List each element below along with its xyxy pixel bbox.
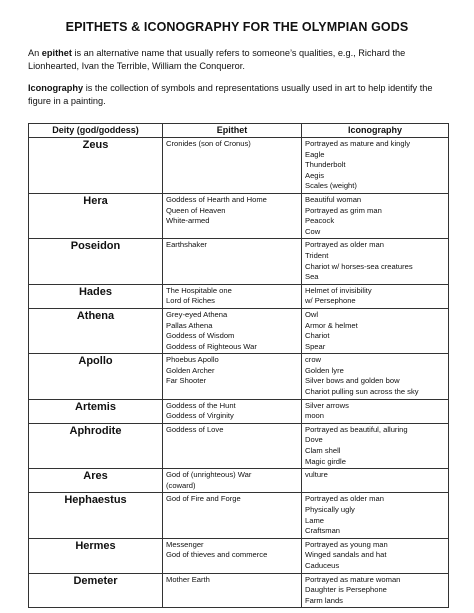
iconography-line: Magic girdle — [305, 456, 346, 466]
table-row — [29, 138, 449, 194]
deity-cell: Hera — [29, 193, 163, 238]
iconography-line: Golden lyre — [305, 365, 344, 375]
table-row — [29, 423, 449, 468]
deity-cell: Artemis — [29, 399, 163, 423]
iconography-line: Silver arrows — [305, 400, 349, 410]
iconography-line: Portrayed as older man — [305, 240, 384, 250]
gods-table — [28, 123, 449, 608]
header-deity: Deity (god/goddess) — [29, 124, 163, 138]
epithet-cell — [163, 284, 302, 308]
epithet-line: Phoebus Apollo — [166, 355, 219, 365]
epithet-term: epithet — [41, 48, 72, 58]
epithet-line: Goddess of Love — [166, 424, 224, 434]
iconography-line: Portrayed as beautiful, alluring — [305, 424, 408, 434]
iconography-cell — [302, 399, 449, 423]
iconography-line: moon — [305, 411, 324, 421]
iconography-line: Physically ugly — [305, 505, 355, 514]
header-epithet: Epithet — [163, 124, 302, 138]
iconography-line: Dove — [305, 435, 323, 445]
deity-cell: Ares — [29, 469, 163, 493]
epithet-cell — [163, 469, 302, 493]
deity-cell: Demeter — [29, 573, 163, 608]
iconography-line: Farm lands — [305, 595, 343, 605]
iconography-line: Silver bows and golden bow — [305, 376, 400, 386]
iconography-line: Portrayed as mature woman — [305, 574, 401, 584]
epithet-line: Lord of Riches — [166, 296, 215, 306]
iconography-line: vulture — [305, 470, 328, 480]
deity-cell: Hermes — [29, 538, 163, 573]
table-header-row — [29, 124, 449, 138]
iconography-line: Winged sandals and hat — [305, 550, 387, 560]
epithet-cell — [163, 354, 302, 399]
iconography-line: Trident — [305, 250, 329, 260]
iconography-line: Spear — [305, 341, 326, 351]
iconography-line: Craftsman — [305, 526, 341, 536]
epithet-line: White-armed — [166, 216, 210, 226]
iconography-cell — [302, 284, 449, 308]
iconography-line: Owl — [305, 309, 319, 319]
epithet-after: is an alternative name that usually refers to someone’s qualities, e.g., Richard the Lionhearted, Ivan the Terrible, William the Conqueror. — [28, 48, 406, 71]
epithet-line: The Hospitable one — [166, 285, 232, 295]
epithet-cell — [163, 423, 302, 468]
deity-cell: Apollo — [29, 354, 163, 399]
iconography-line: Chariot — [305, 331, 330, 341]
iconography-line: Helmet of invisibility — [305, 285, 372, 295]
iconography-cell — [302, 308, 449, 353]
epithet-cell — [163, 573, 302, 608]
iconography-cell — [302, 354, 449, 399]
iconography-line: Cow — [305, 226, 321, 236]
epithet-line: Grey-eyed Athena — [166, 309, 228, 319]
table-row — [29, 493, 449, 538]
table-row — [29, 573, 449, 608]
epithet-cell — [163, 308, 302, 353]
deity-cell: Athena — [29, 308, 163, 353]
iconography-line: Sea — [305, 272, 319, 282]
iconography-cell — [302, 423, 449, 468]
deity-cell: Poseidon — [29, 239, 163, 284]
table-row — [29, 399, 449, 423]
iconography-line: Chariot w/ horses-sea creatures — [305, 261, 413, 271]
iconography-line: w/ Persephone — [305, 296, 356, 306]
epithet-line: Messenger — [166, 539, 204, 549]
epithet-line: Mother Earth — [166, 574, 210, 584]
table-row — [29, 469, 449, 493]
epithet-line: God of thieves and commerce — [166, 550, 268, 560]
iconography-line: Aegis — [305, 170, 324, 180]
epithet-line: Far Shooter — [166, 376, 207, 386]
epithet-line: Cronides (son of Cronus) — [166, 139, 251, 148]
epithet-definition — [28, 47, 448, 73]
iconography-cell — [302, 469, 449, 493]
epithet-line: Pallas Athena — [166, 320, 213, 330]
iconography-cell — [302, 193, 449, 238]
iconography-line: Clam shell — [305, 446, 341, 456]
epithet-line: Golden Archer — [166, 365, 215, 375]
table-body — [29, 138, 449, 608]
iconography-line: Armor & helmet — [305, 320, 358, 330]
epithet-cell — [163, 239, 302, 284]
epithet-cell — [163, 493, 302, 538]
epithet-line: (coward) — [166, 480, 196, 490]
deity-cell: Hades — [29, 284, 163, 308]
table-row — [29, 538, 449, 573]
iconography-line: Portrayed as young man — [305, 539, 388, 549]
epithet-line: Goddess of Righteous War — [166, 341, 257, 351]
epithet-line: Goddess of Wisdom — [166, 331, 235, 341]
epithet-line: Goddess of the Hunt — [166, 400, 236, 410]
epithet-line: God of Fire and Forge — [166, 494, 241, 504]
iconography-line: Thunderbolt — [305, 160, 346, 170]
iconography-line: Portrayed as grim man — [305, 205, 382, 215]
iconography-after: is the collection of symbols and representations usually used in art to help identify the figure in a painting. — [28, 83, 433, 106]
table-row — [29, 193, 449, 238]
epithet-cell — [163, 399, 302, 423]
iconography-line: Caduceus — [305, 560, 340, 570]
table-row — [29, 284, 449, 308]
iconography-term: Iconography — [28, 83, 84, 93]
table-row — [29, 354, 449, 399]
page-title: EPITHETS & ICONOGRAPHY FOR THE OLYMPIAN GODS — [65, 20, 409, 34]
iconography-line: crow — [305, 355, 322, 365]
iconography-line: Beautiful woman — [305, 194, 362, 204]
iconography-cell — [302, 239, 449, 284]
epithet-line: God of (unrighteous) War — [166, 470, 252, 480]
iconography-line: Chariot pulling sun across the sky — [305, 387, 419, 397]
epithet-line: Earthshaker — [166, 240, 207, 250]
deity-cell: Zeus — [29, 138, 163, 194]
epithet-cell — [163, 193, 302, 238]
epithet-line: Goddess of Hearth and Home — [166, 194, 267, 204]
iconography-cell — [302, 573, 449, 608]
iconography-line: Peacock — [305, 216, 335, 226]
iconography-cell — [302, 138, 449, 194]
iconography-line: Portrayed as mature and kingly — [305, 139, 411, 148]
epithet-before: An — [28, 48, 42, 58]
table-row — [29, 308, 449, 353]
deity-cell: Hephaestus — [29, 493, 163, 538]
iconography-line: Eagle — [305, 149, 325, 159]
iconography-line: Daughter is Persephone — [305, 585, 387, 595]
epithet-cell — [163, 538, 302, 573]
epithet-line: Queen of Heaven — [166, 205, 226, 215]
iconography-cell — [302, 493, 449, 538]
header-iconography: Iconography — [302, 124, 449, 138]
iconography-cell — [302, 538, 449, 573]
iconography-line: Lame — [305, 515, 324, 525]
table-row — [29, 239, 449, 284]
iconography-definition — [28, 82, 448, 108]
epithet-line: Goddess of Virginity — [166, 411, 234, 421]
iconography-line: Scales (weight) — [305, 181, 357, 191]
deity-cell: Aphrodite — [29, 423, 163, 468]
epithet-cell — [163, 138, 302, 194]
iconography-line: Portrayed as older man — [305, 494, 384, 504]
